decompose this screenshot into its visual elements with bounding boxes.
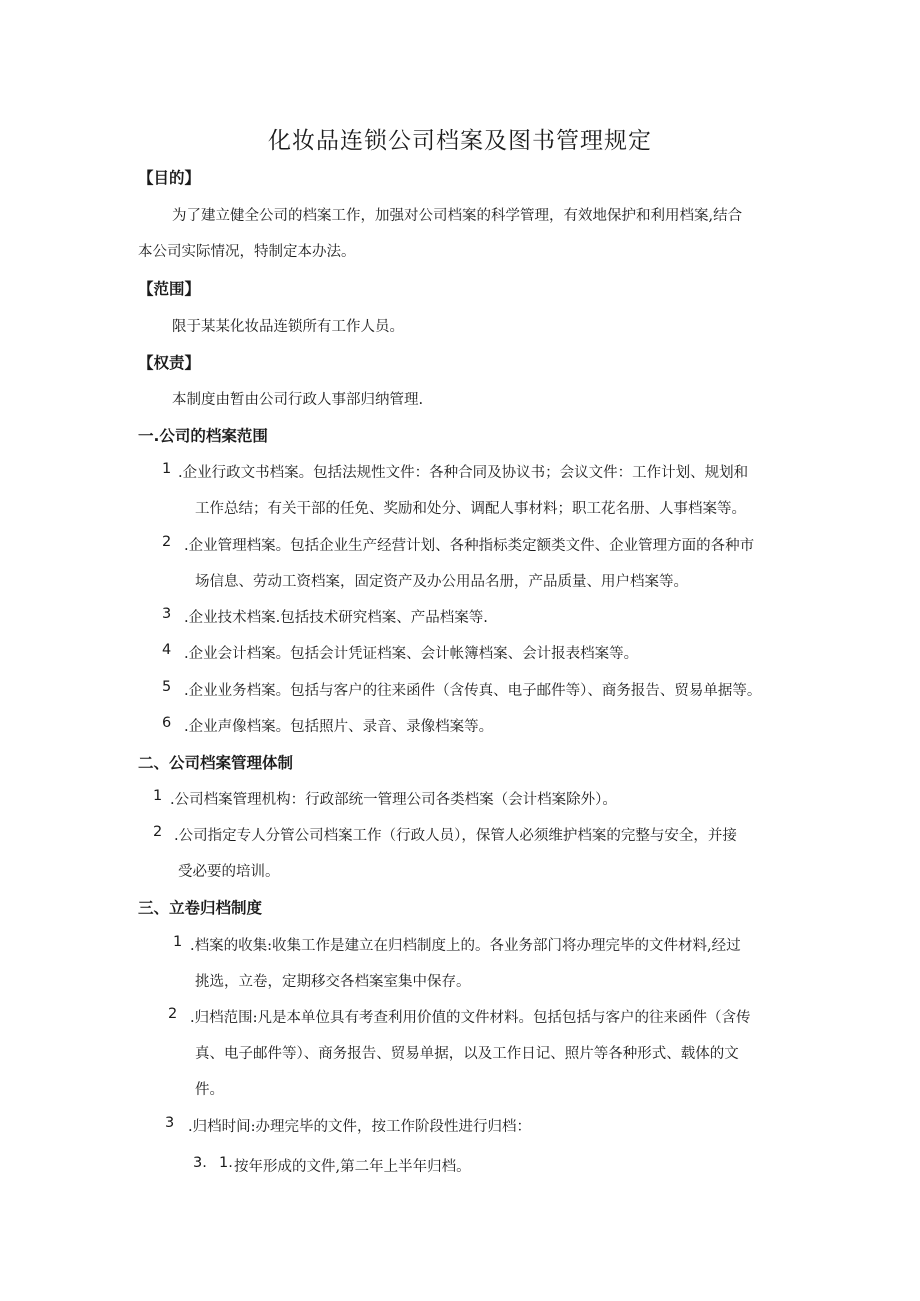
section1-item6-line1: .企业声像档案。包括照片、录音、录像档案等。 [184, 719, 494, 735]
scope-heading: 【范围】 [138, 280, 201, 298]
purpose-text-line1: 为了建立健全公司的档案工作，加强对公司档案的科学管理，有效地保护和利用档案,结合 [172, 208, 743, 224]
section1-item3-line1: .企业技术档案.包括技术研究档案、产品档案等. [184, 610, 488, 626]
section3-item2-line2: 真、电子邮件等）、商务报告、贸易单据，以及工作日记、照片等各种形式、载体的文 [195, 1046, 739, 1062]
section1-item4-line1: .企业会计档案。包括会计凭证档案、会计帐簿档案、会计报表档案等。 [184, 646, 639, 662]
section3-sub-number2: 1. [219, 1155, 233, 1171]
section2-item2-number: 2 [153, 824, 163, 840]
section1-item3-number: 3 [162, 606, 172, 622]
section1-item5-line1: .企业业务档案。包括与客户的往来函件（含传真、电子邮件等）、商务报告、贸易单据等。 [184, 683, 762, 699]
section1-item5-number: 5 [162, 679, 172, 695]
section1-heading: 一.公司的档案范围 [138, 427, 268, 445]
purpose-text-line2: 本公司实际情况，特制定本办法。 [138, 244, 356, 260]
section1-item4-number: 4 [162, 642, 172, 658]
section1-item1-line1: .企业行政文书档案。包括法规性文件：各种合同及协议书；会议文件：工作计划、规划和 [178, 465, 749, 481]
section1-item2-line2: 场信息、劳动工资档案，固定资产及办公用品名册，产品质量、用户档案等。 [195, 574, 688, 590]
scope-text: 限于某某化妆品连锁所有工作人员。 [172, 319, 404, 335]
section3-item1-line1: .档案的收集:收集工作是建立在归档制度上的。各业务部门将办理完毕的文件材料,经过 [190, 938, 741, 954]
section2-item1-number: 1 [153, 788, 163, 804]
section1-item1-number: 1 [162, 461, 172, 477]
section3-item2-line1: .归档范围:凡是本单位具有考查利用价值的文件材料。包括包括与客户的往来函件（含传 [190, 1010, 751, 1026]
section2-heading: 二、公司档案管理体制 [138, 754, 294, 772]
page-title: 化妆品连锁公司档案及图书管理规定 [268, 128, 652, 154]
section1-item2-line1: .企业管理档案。包括企业生产经营计划、各种指标类定额类文件、企业管理方面的各种市 [184, 538, 755, 554]
section1-item1-line2: 工作总结；有关干部的任免、奖励和处分、调配人事材料；职工花名册、人事档案等。 [195, 501, 746, 517]
section2-item2-line1: .公司指定专人分管公司档案工作（行政人员），保管人必须维护档案的完整与安全，并接 [174, 828, 737, 844]
section1-item2-number: 2 [162, 534, 172, 550]
section3-item3-line1: .归档时间:办理完毕的文件，按工作阶段性进行归档： [188, 1119, 531, 1135]
authority-heading: 【权责】 [138, 354, 201, 372]
section3-item2-number: 2 [168, 1006, 178, 1022]
section2-item2-line2: 受必要的培训。 [178, 864, 280, 880]
section3-item2-line3: 件。 [195, 1082, 224, 1098]
section3-heading: 三、立卷归档制度 [138, 899, 263, 917]
section3-item3-number: 3 [165, 1115, 175, 1131]
section3-sub-text: 按年形成的文件,第二年上半年归档。 [234, 1159, 471, 1175]
section3-sub-number: 3. [193, 1155, 207, 1171]
authority-text: 本制度由暂由公司行政人事部归纳管理. [172, 392, 424, 408]
purpose-heading: 【目的】 [138, 169, 201, 187]
section3-item1-number: 1 [173, 934, 183, 950]
section1-item6-number: 6 [162, 715, 172, 731]
section3-item1-line2: 挑选，立卷，定期移交各档案室集中保存。 [195, 974, 471, 990]
section2-item1-line1: .公司档案管理机构：行政部统一管理公司各类档案（会计档案除外）。 [170, 792, 617, 808]
